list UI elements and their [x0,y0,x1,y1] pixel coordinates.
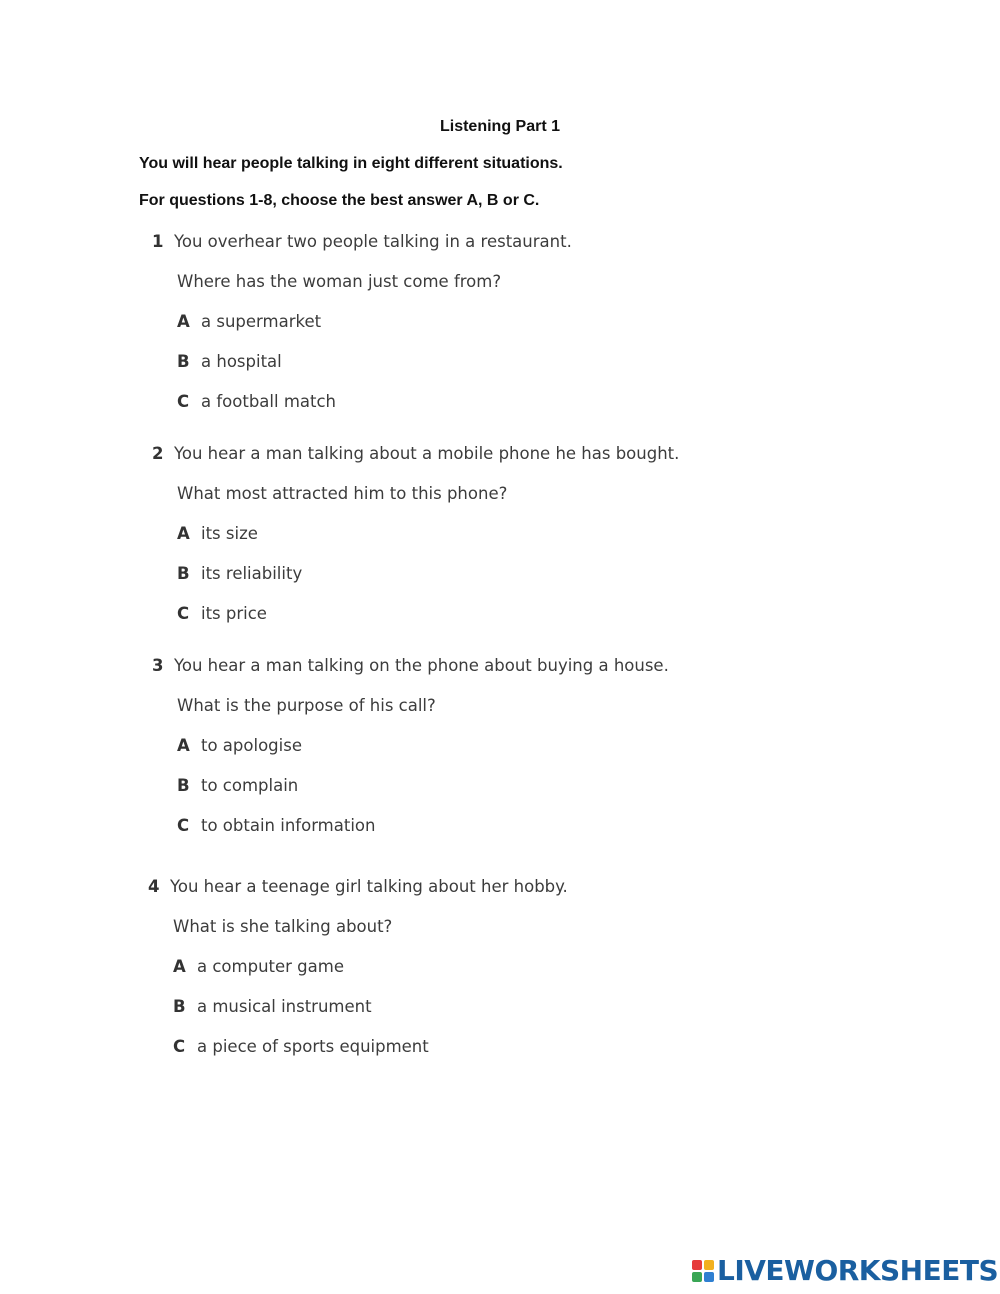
instruction-line: You will hear people talking in eight different situations. [139,155,563,172]
question-text: What is she talking about? [173,917,393,936]
option-letter: B [177,776,190,795]
page-title: Listening Part 1 [439,118,561,135]
option-text: a football match [201,392,337,411]
question-number: 4 [148,877,160,896]
option-a[interactable] [177,524,258,543]
option-c[interactable] [177,816,375,835]
option-text: a musical instrument [197,997,372,1016]
question-number: 1 [152,232,164,251]
instruction-line: For questions 1-8, choose the best answer A, B or C. [139,192,540,209]
option-letter: C [177,392,190,411]
option-text: its reliability [201,564,303,583]
option-b[interactable] [177,564,302,583]
option-text: to apologise [201,736,302,755]
option-letter: C [173,1037,186,1056]
option-c[interactable] [173,1037,429,1056]
option-a[interactable] [177,312,321,331]
option-b[interactable] [173,997,372,1016]
liveworksheets-logo[interactable] [692,1254,998,1287]
question-text: Where has the woman just come from? [177,272,502,291]
option-letter: A [177,736,190,755]
option-text: to obtain information [201,816,376,835]
option-a[interactable] [173,957,344,976]
option-text: to complain [201,776,299,795]
liveworksheets-logo-icon [692,1260,714,1282]
option-letter: A [177,524,190,543]
option-text: its size [201,524,258,543]
logo-text: LIVEWORKSHEETS [717,1254,999,1287]
question-situation: You hear a man talking about a mobile phone he has bought. [174,444,680,463]
option-letter: B [177,564,190,583]
option-text: a hospital [201,352,282,371]
question-number: 3 [152,656,164,675]
option-letter: C [177,604,190,623]
option-letter: B [173,997,186,1016]
question-text: What most attracted him to this phone? [177,484,508,503]
question-number: 2 [152,444,164,463]
option-text: a piece of sports equipment [197,1037,429,1056]
option-b[interactable] [177,776,298,795]
question-situation: You hear a man talking on the phone about buying a house. [174,656,669,675]
option-text: a computer game [197,957,344,976]
option-b[interactable] [177,352,282,371]
question-situation: You overhear two people talking in a restaurant. [174,232,572,251]
option-text: its price [201,604,267,623]
question-text: What is the purpose of his call? [177,696,436,715]
question-situation: You hear a teenage girl talking about her hobby. [170,877,568,896]
option-a[interactable] [177,736,302,755]
option-letter: A [177,312,190,331]
option-c[interactable] [177,392,336,411]
option-letter: C [177,816,190,835]
option-letter: B [177,352,190,371]
option-text: a supermarket [201,312,322,331]
option-letter: A [173,957,186,976]
option-c[interactable] [177,604,267,623]
